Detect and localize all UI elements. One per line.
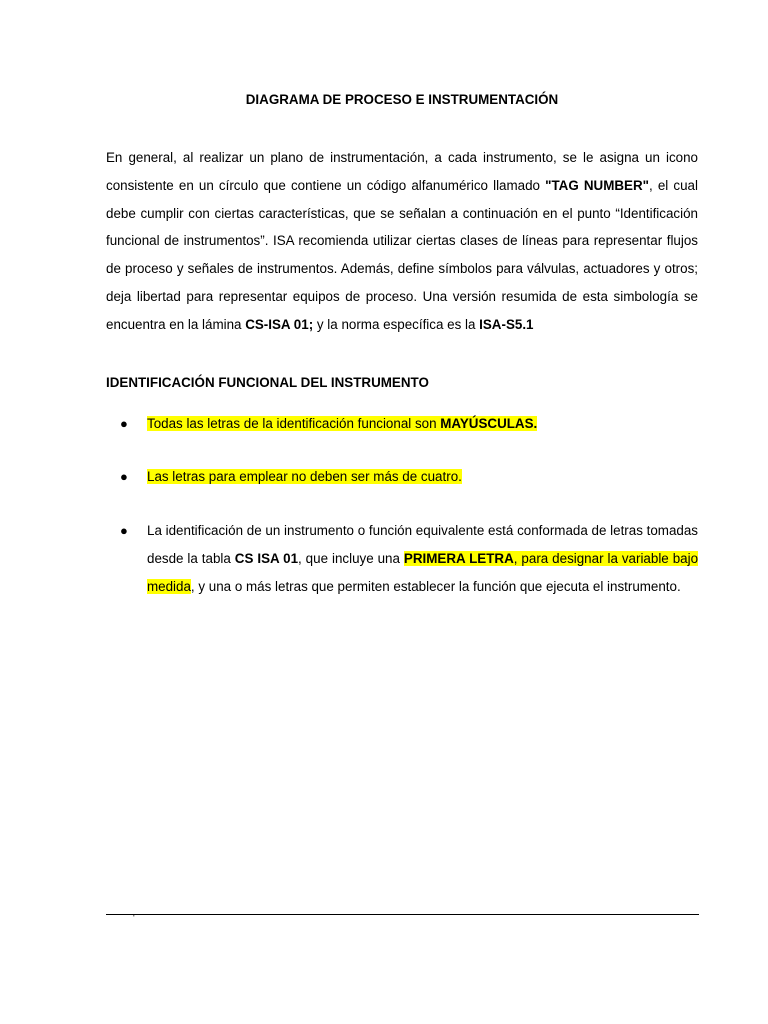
bullet-1-bold: MAYÚSCULAS. <box>440 416 538 431</box>
intro-text-2: , el cual debe cumplir con ciertas características, que se señalan a continuación en el punto “Identificación funcional de instrumentos”. ISA recomienda utilizar ciertas clases de líneas para representar flujos de proceso y señales de instrumentos. Además, define símbolos para válvulas, actuadores y otros; deja libertad para representar equipos de proceso. Una versión resumida de esta simbología se encuentra en la lámina <box>106 177 698 332</box>
bullet-2-text: Las letras para emplear no deben ser más de cuatro. <box>147 469 462 484</box>
section-heading: IDENTIFICACIÓN FUNCIONAL DEL INSTRUMENTO <box>106 375 429 390</box>
intro-paragraph <box>106 144 698 339</box>
intro-text-1: En general, al realizar un plano de instrumentación, a cada instrumento, se le asigna un icono consistente en un círculo que contiene un código alfanumérico llamado <box>106 150 698 193</box>
intro-text-3: y la norma específica es la <box>313 316 480 332</box>
bullet-3-text-2: , que incluye una <box>298 551 404 566</box>
isa-standard-reference: ISA-S5.1 <box>479 316 534 332</box>
cs-isa-table-reference: CS ISA 01 <box>234 551 299 566</box>
primera-letra-term: PRIMERA LETRA <box>403 551 514 566</box>
bullet-dot-icon: ● <box>120 469 128 484</box>
tag-number-term: "TAG NUMBER" <box>545 177 650 193</box>
bullet-3-text-3: , y una o más letras que permiten establecer la función que ejecuta el instrumento. <box>190 579 681 594</box>
cs-isa-reference: CS-ISA 01; <box>245 316 314 332</box>
bullet-1-text: Todas las letras de la identificación funcional son <box>147 416 441 431</box>
bullet-dot-icon: ● <box>120 523 128 538</box>
document-title: DIAGRAMA DE PROCESO E INSTRUMENTACIÓN <box>245 92 559 107</box>
bullet-dot-icon: ● <box>120 416 128 431</box>
footnote-mark: ' <box>133 913 135 923</box>
footnote-divider <box>106 914 699 915</box>
variable-bajo-medida-text: , para designar la variable bajo medida <box>147 551 699 594</box>
bullet-3-text-1: La identificación de un instrumento o función equivalente está conformada de letras tomadas desde la tabla <box>147 523 698 566</box>
